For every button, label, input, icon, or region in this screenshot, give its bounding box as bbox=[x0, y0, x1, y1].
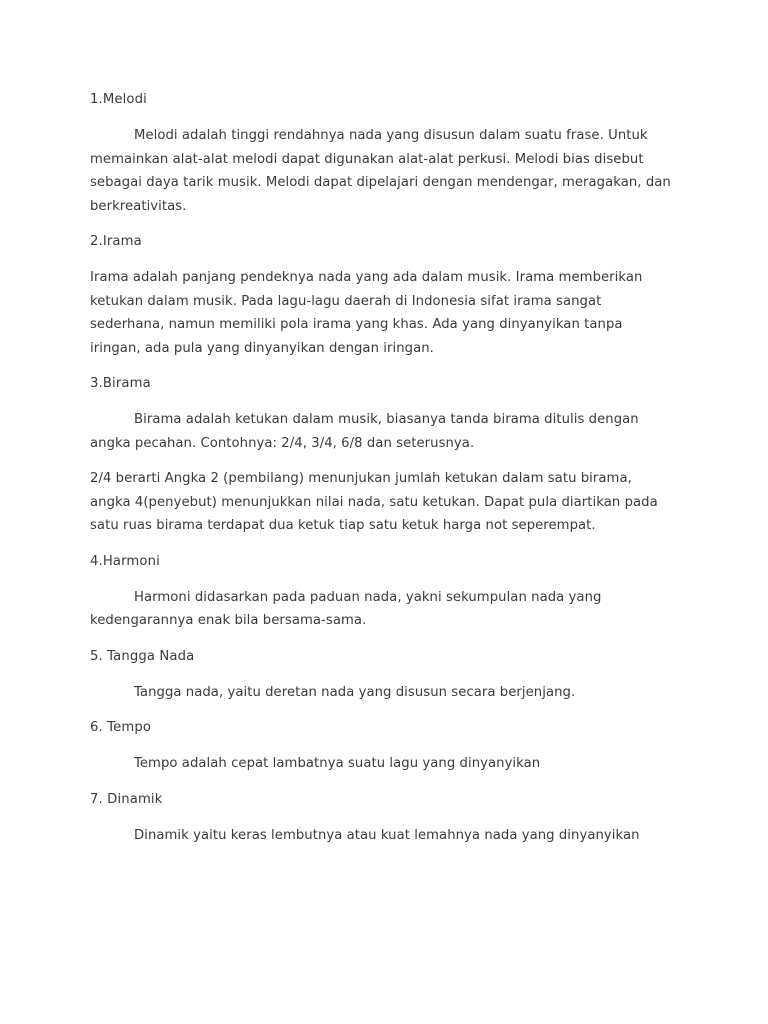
section-paragraph: Tempo adalah cepat lambatnya suatu lagu yang dinyanyikan bbox=[134, 756, 541, 771]
section-paragraph: 2/4 berarti Angka 2 (pembilang) menunjukan jumlah ketukan dalam satu birama, angka 4(penyebut) menunjukkan nilai nada, satu ketukan. Dapat pula diartikan pada satu ruas birama terdapat dua ketuk tiap satu ketuk harga not seperempat. bbox=[90, 471, 658, 533]
section-heading: 6. Tempo bbox=[90, 720, 152, 735]
section-paragraph: Birama adalah ketukan dalam musik, biasanya tanda birama ditulis dengan angka pecahan. Contohnya: 2/4, 3/4, 6/8 dan seterusnya. bbox=[90, 412, 639, 451]
section-paragraph: Harmoni didasarkan pada paduan nada, yakni sekumpulan nada yang kedengarannya enak bila bersama-sama. bbox=[90, 589, 602, 628]
section-paragraph: Melodi adalah tinggi rendahnya nada yang disusun dalam suatu frase. Untuk memainkan alat-alat melodi dapat digunakan alat-alat perkusi. Melodi bias disebut sebagai daya tarik musik. Melodi dapat dipelajari dengan mendengar, meragakan, dan berkreativitas. bbox=[90, 128, 671, 214]
section-tangga-nada bbox=[90, 645, 672, 705]
section-heading: 7. Dinamik bbox=[90, 791, 163, 807]
section-irama bbox=[90, 230, 672, 360]
section-melodi bbox=[90, 88, 672, 218]
section-harmoni bbox=[90, 550, 672, 633]
section-heading: 1.Melodi bbox=[90, 92, 147, 107]
section-birama bbox=[90, 372, 672, 538]
document-body bbox=[90, 88, 672, 847]
section-paragraph: Irama adalah panjang pendeknya nada yang ada dalam musik. Irama memberikan ketukan dalam musik. Pada lagu-lagu daerah di Indonesia sifat irama sangat sederhana, namun memiliki pola irama yang khas. Ada yang dinyanyikan tanpa iringan, ada pula yang dinyanyikan dengan iringan. bbox=[90, 270, 643, 356]
section-heading: 4.Harmoni bbox=[90, 553, 160, 569]
section-tempo bbox=[90, 716, 672, 776]
section-paragraph: Tangga nada, yaitu deretan nada yang disusun secara berjenjang. bbox=[134, 684, 576, 700]
section-paragraph: Dinamik yaitu keras lembutnya atau kuat lemahnya nada yang dinyanyikan bbox=[134, 827, 640, 843]
section-heading: 5. Tangga Nada bbox=[90, 648, 195, 664]
section-dinamik bbox=[90, 788, 672, 848]
section-heading: 2.Irama bbox=[90, 234, 142, 249]
section-heading: 3.Birama bbox=[90, 376, 151, 391]
